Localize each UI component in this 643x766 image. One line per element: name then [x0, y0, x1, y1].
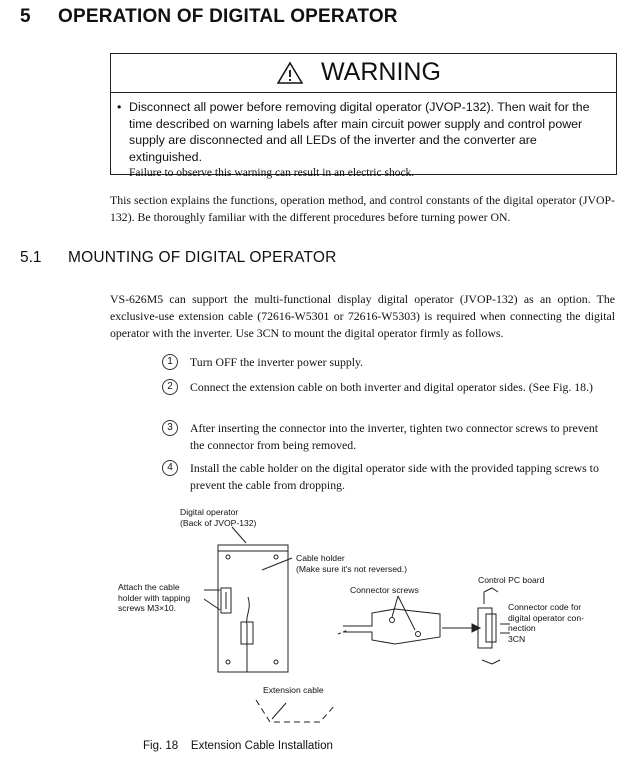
label-digital-operator	[180, 507, 256, 528]
step-text: Install the cable holder on the digital operator side with the provided tapping screws to prevent the cable from dropping.	[190, 461, 599, 492]
section-paragraph: VS-626M5 can support the multi-functional display digital operator (JVOP-132) as an option. The exclusive-use extension cable (72616-W5301 or 72616-W5303) is required when connecting the digital operator with the inverter. Use 3CN to mount the digital operator firmly as follows.	[110, 292, 615, 340]
label-line: Attach the cable	[118, 582, 180, 592]
label-connector-screws: Connector screws	[350, 585, 419, 595]
warning-triangle-icon	[277, 61, 303, 85]
label-extension-cable: Extension cable	[263, 685, 324, 695]
chapter-title: OPERATION OF DIGITAL OPERATOR	[58, 6, 398, 27]
step-number: 2	[162, 379, 178, 395]
label-cable-holder	[296, 553, 407, 574]
warning-body	[117, 99, 611, 181]
step-text: After inserting the connector into the inverter, tighten two connector screws to prevent the connector from being removed.	[190, 421, 599, 452]
label-connector-code	[508, 602, 584, 644]
label-line: nection	[508, 623, 536, 633]
warning-note: Failure to observe this warning can result in an electric shock.	[129, 167, 415, 179]
label-line: 3CN	[508, 633, 526, 644]
figure-caption: Fig. 18 Extension Cable Installation	[143, 740, 333, 752]
warning-text: Disconnect all power before removing digital operator (JVOP-132). Then wait for the time described on warning labels after main circuit power supply and control power supply are disconnected and all LEDs of the inverter and the converter are extinguished.	[129, 100, 590, 164]
label-line: Connector code for	[508, 602, 582, 612]
label-line: Digital operator	[180, 507, 239, 517]
label-line: (Make sure it's not reversed.)	[296, 563, 408, 574]
label-attach-holder	[118, 582, 190, 614]
cable-plug	[343, 609, 440, 644]
label-line: screws M3×10.	[118, 603, 177, 613]
label-line: holder with tapping	[118, 592, 191, 603]
step-text: Connect the extension cable on both inverter and digital operator sides. (See Fig. 18.)	[190, 380, 593, 394]
step-2	[162, 379, 615, 396]
section-title: MOUNTING OF DIGITAL OPERATOR	[68, 249, 337, 266]
warning-label: WARNING	[321, 58, 441, 86]
step-4	[162, 460, 615, 493]
warning-bullet: •	[117, 100, 122, 114]
warning-box	[110, 53, 617, 179]
step-number: 3	[162, 420, 178, 436]
step-number: 4	[162, 460, 178, 476]
label-line: (Back of JVOP-132)	[180, 517, 257, 528]
step-3	[162, 420, 615, 453]
warning-header	[111, 54, 616, 93]
step-1	[162, 354, 615, 371]
label-line: Cable holder	[296, 553, 345, 563]
step-text: Turn OFF the inverter power supply.	[190, 355, 364, 369]
section-number: 5.1	[20, 249, 42, 266]
label-line: digital operator con-	[508, 612, 584, 623]
intro-paragraph: This section explains the functions, operation method, and control constants of the digital operator (JVOP-132). Be thoroughly familiar with the different procedures before turning power ON.	[110, 193, 615, 224]
chapter-number: 5	[20, 6, 31, 27]
label-control-pc-board: Control PC board	[478, 575, 545, 585]
step-number: 1	[162, 354, 178, 370]
